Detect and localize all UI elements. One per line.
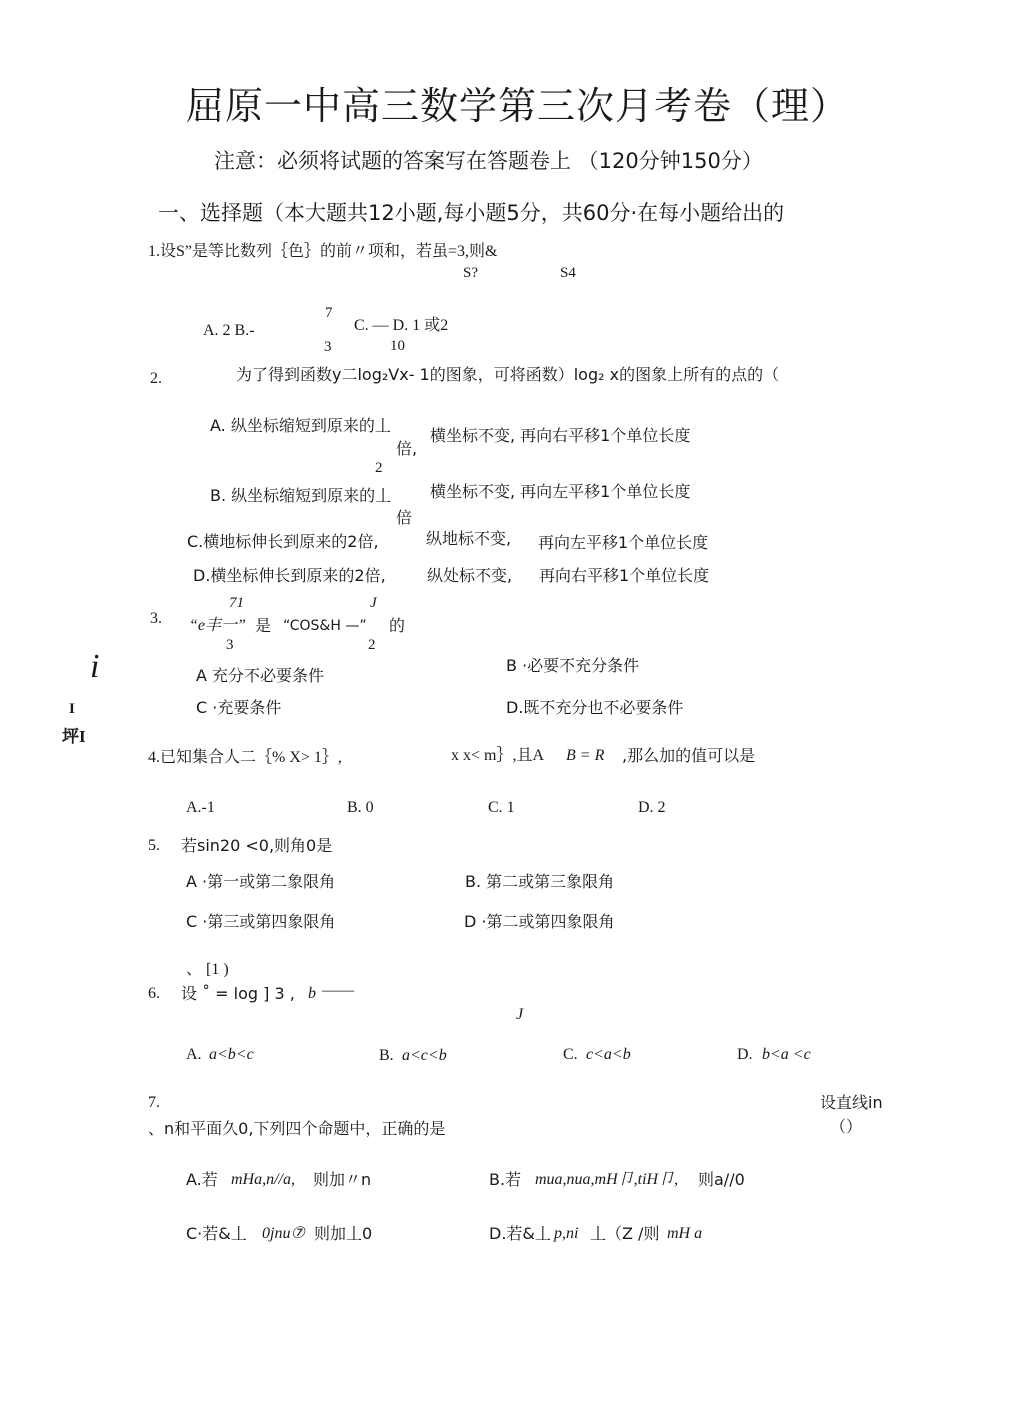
q6-text: 设 ˚ = log ] 3 , [181, 984, 295, 1003]
q3-option-a: A 充分不必要条件 [196, 666, 325, 685]
q3-option-b: B ·必要不充分条件 [506, 656, 640, 675]
q1-frac2-den: 10 [390, 338, 405, 354]
q1-frac-num: 7 [325, 305, 333, 321]
q7-option-b-label: B.若 [489, 1170, 522, 1189]
q5-number: 5. [148, 837, 160, 854]
q3-den-2: 2 [368, 637, 376, 653]
q4-option-b: B. 0 [347, 799, 374, 816]
q7-text: 、n和平面久0,下列四个命题中，正确的是 [148, 1119, 446, 1138]
q3-top-71: 71 [229, 595, 244, 611]
q5-option-d: D ·第二或第四象限角 [464, 912, 615, 931]
q4-option-c: C. 1 [488, 799, 515, 816]
q3-option-c: C ·充要条件 [196, 698, 282, 717]
notice-text: 注意：必须将试题的答案写在答题卷上 （120分钟150分） [214, 149, 763, 173]
q2-option-b-part2: 横坐标不变, 再向左平移1个单位长度 [430, 482, 691, 501]
q1-s4: S4 [560, 265, 576, 281]
margin-mark-capital-i: I [69, 701, 75, 717]
q7-option-a-math: mHa,n//a, [231, 1171, 295, 1188]
q7-option-d-math: p,ni [554, 1225, 579, 1242]
page-title: 屈原一中高三数学第三次月考卷（理） [186, 86, 850, 128]
q2-option-d-part3: 再向右平移1个单位长度 [539, 566, 710, 585]
q6-top-note: 、 [1 ) [186, 961, 229, 978]
q3-den-3: 3 [226, 637, 234, 653]
q7-option-c-label: C·若&丄 [186, 1224, 247, 1243]
q6-j: J [516, 1006, 524, 1023]
q3-top-j: J [370, 595, 377, 611]
q5-option-b: B. 第二或第三象限角 [465, 872, 615, 891]
q6-number: 6. [148, 985, 160, 1002]
q4-option-d: D. 2 [638, 799, 666, 816]
q7-option-d-label: D.若&丄 [489, 1224, 551, 1243]
q2-option-a-den: 2 [375, 460, 383, 476]
q1-frac-den: 3 [324, 339, 332, 355]
q6-option-b-label: B. [379, 1047, 394, 1064]
q7-option-c-math: 0jnu⑦ [262, 1225, 305, 1242]
q5-text: 若sin20 <0,则角0是 [181, 836, 333, 855]
q7-option-b-math: mua,nua,mH卩,tiH卩, [535, 1171, 679, 1188]
margin-mark-ping: 坪I [62, 727, 86, 746]
q2-number: 2. [150, 370, 162, 387]
q3-text-d: 的 [389, 616, 406, 635]
q2-option-d-part2: 纵处标不变, [427, 566, 513, 585]
q7-right-text: 设直线in [820, 1093, 883, 1112]
q1-s2: S? [463, 265, 478, 281]
q1-option-a-b: A. 2 B.- [203, 322, 255, 339]
q2-option-c-part1: C.横地标伸长到原来的2倍, [187, 532, 379, 551]
q4-text-part1: 4.已知集合人二｛% X> 1｝, [148, 749, 342, 766]
q6-option-b: a<c<b [402, 1047, 447, 1064]
q3-option-d: D.既不充分也不必要条件 [506, 698, 684, 717]
q3-text-b: 是 [255, 616, 272, 635]
q7-option-c-result: 则加丄0 [314, 1224, 373, 1243]
q6-option-a: a<b<c [209, 1046, 254, 1063]
q6-dash: —— [322, 982, 354, 999]
q7-option-b-result: 则a//0 [698, 1170, 745, 1189]
q4-text-part4: ,那么加的值可以是 [622, 746, 756, 765]
q7-number: 7. [148, 1094, 160, 1111]
q7-paren: （） [830, 1117, 863, 1136]
q1-text: 1.设S”是等比数列｛色｝的前〃项和，若虽=3,则& [148, 243, 498, 260]
q6-option-d: b<a <c [762, 1046, 811, 1063]
q7-option-d-end: mH a [667, 1225, 703, 1242]
q6-option-d-label: D. [737, 1046, 753, 1063]
q2-text: 为了得到函数y二log₂Vx- 1的图象，可将函数）log₂ x的图象上所有的点的（ [236, 365, 780, 384]
q4-option-a: A.-1 [186, 799, 215, 816]
q5-option-c: C ·第三或第四象限角 [186, 912, 336, 931]
q6-option-c-label: C. [563, 1046, 578, 1063]
q6-b: b [308, 985, 316, 1002]
q7-option-d-result: 丄（Z /则 [590, 1224, 660, 1243]
q2-option-d-part1: D.横坐标伸长到原来的2倍, [193, 566, 386, 585]
q4-text-part3: B = R [566, 747, 605, 764]
section-heading: 一、选择题（本大题共12小题,每小题5分，共60分·在每小题给出的 [158, 201, 785, 225]
q2-option-a-bei: 倍, [396, 439, 418, 458]
q3-text-a: “e丰一” [189, 617, 246, 634]
q2-option-b-bei: 倍 [396, 508, 413, 527]
q3-text-c: “COS&H —” [283, 618, 367, 634]
q1-option-c-d: C. — D. 1 或2 [354, 317, 449, 334]
q3-number: 3. [150, 610, 162, 627]
q7-option-a-result: 则加〃n [313, 1170, 372, 1189]
q5-option-a: A ·第一或第二象限角 [186, 872, 336, 891]
q2-option-b-part1: B. 纵坐标缩短到原来的丄 [210, 486, 392, 505]
q6-option-c: c<a<b [586, 1046, 631, 1063]
margin-mark-i: i [90, 648, 100, 685]
q2-option-a-part2: 横坐标不变, 再向右平移1个单位长度 [430, 426, 691, 445]
q2-option-c-part3: 再向左平移1个单位长度 [538, 533, 709, 552]
q2-option-a-part1: A. 纵坐标缩短到原来的丄 [210, 416, 391, 435]
q7-option-a-label: A.若 [186, 1170, 218, 1189]
q6-option-a-label: A. [186, 1046, 202, 1063]
q4-text-part2: x x< m｝,且A [451, 747, 545, 764]
q2-option-c-part2: 纵地标不变, [426, 529, 512, 548]
